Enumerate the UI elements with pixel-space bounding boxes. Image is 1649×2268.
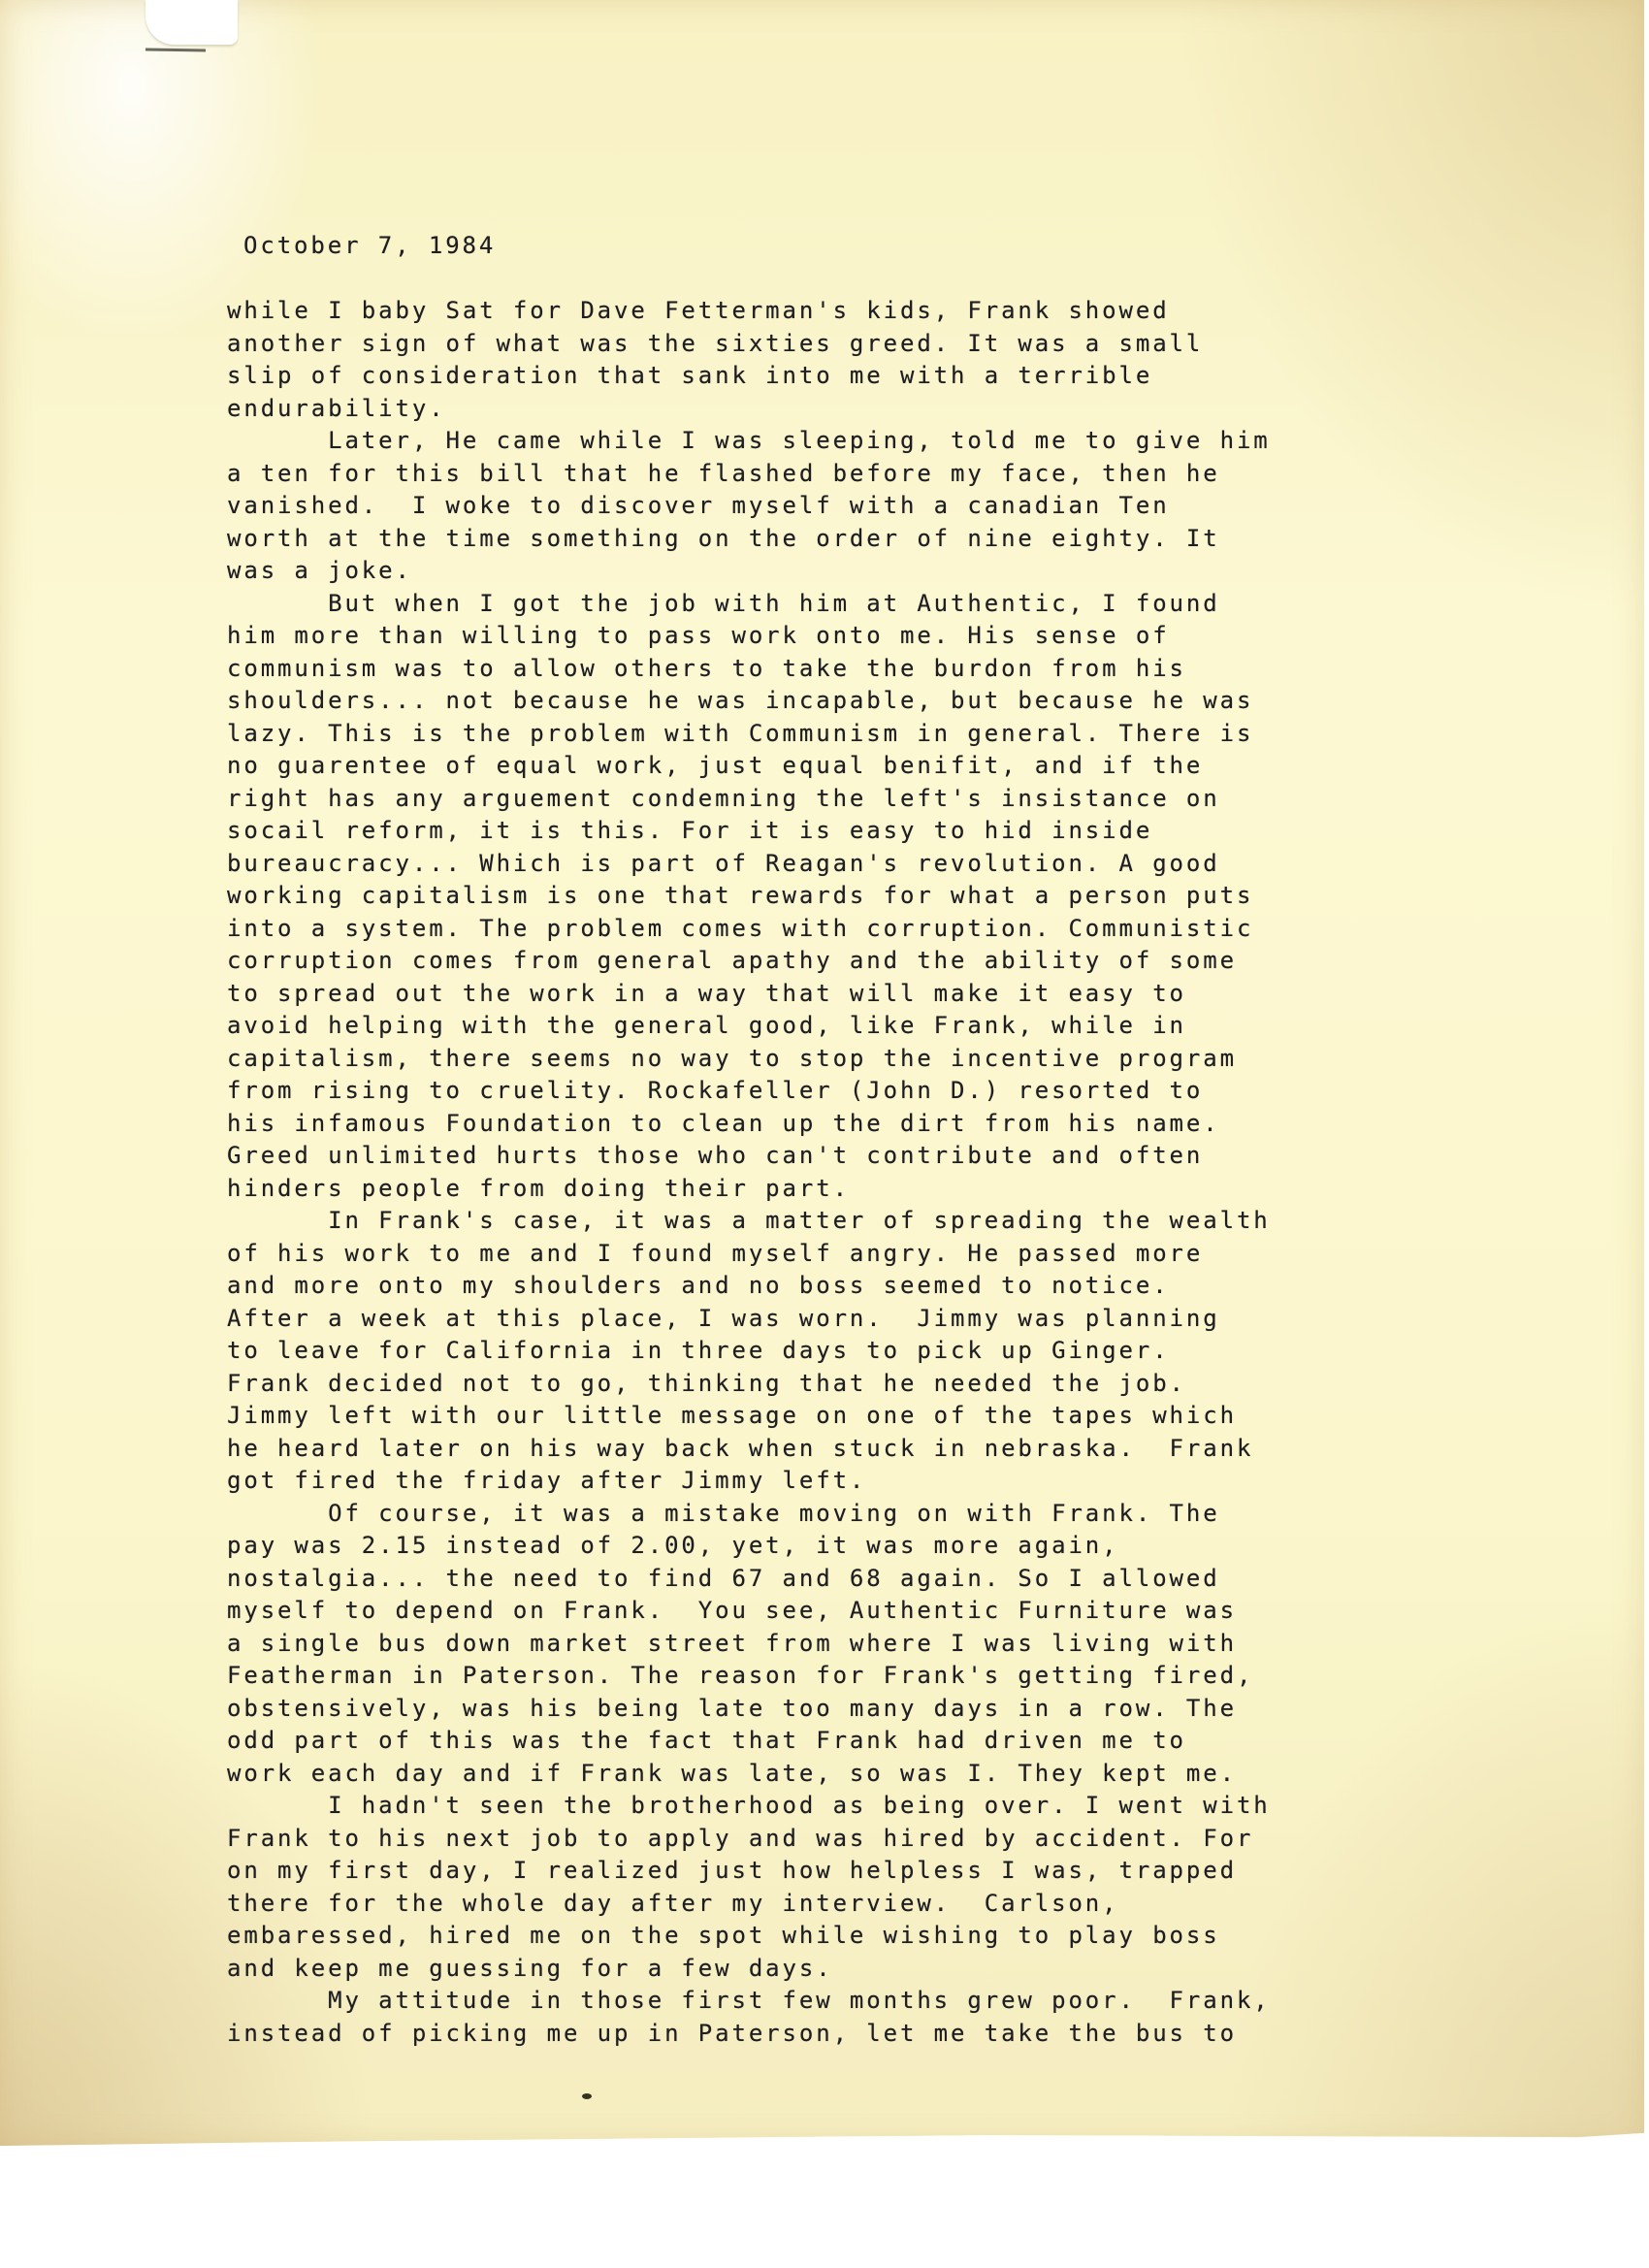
text-line: In Frank's case, it was a matter of spreading the wealth <box>227 1207 1271 1234</box>
text-line: hinders people from doing their part. <box>227 1174 850 1202</box>
text-line: him more than willing to pass work onto me. His sense of <box>227 622 1170 649</box>
text-line: and keep me guessing for a few days. <box>227 1954 833 1982</box>
text-line: and more onto my shoulders and no boss seemed to notice. <box>227 1272 1170 1299</box>
date-line: October 7, 1984 <box>243 232 497 259</box>
text-line: socail reform, it is this. For it is easy to hid inside <box>227 817 1153 844</box>
text-line: another sign of what was the sixties greed. It was a small <box>227 329 1204 357</box>
text-line: got fired the friday after Jimmy left. <box>227 1467 867 1494</box>
text-line: obstensively, was his being late too many days in a row. The <box>227 1694 1237 1722</box>
text-line: of his work to me and I found myself angry. He passed more <box>227 1239 1204 1267</box>
text-line: on my first day, I realized just how helpless I was, trapped <box>227 1857 1237 1884</box>
text-line: right has any arguement condemning the left's insistance on <box>227 784 1220 812</box>
text-line: Featherman in Paterson. The reason for Frank's getting fired, <box>227 1662 1254 1689</box>
text-line: a single bus down market street from where I was living with <box>227 1629 1237 1657</box>
text-line: no guarentee of equal work, just equal benifit, and if the <box>227 752 1204 779</box>
text-line: lazy. This is the problem with Communism in general. There is <box>227 719 1254 747</box>
text-line: communism was to allow others to take the burdon from his <box>227 654 1186 682</box>
text-line: shoulders... not because he was incapable, but because he was <box>227 687 1254 714</box>
text-line: pay was 2.15 instead of 2.00, yet, it was more again, <box>227 1532 1119 1559</box>
text-line: Jimmy left with our little message on one of the tapes which <box>227 1402 1237 1429</box>
text-line: work each day and if Frank was late, so was I. They kept me. <box>227 1759 1237 1787</box>
text-line: I hadn't seen the brotherhood as being over. I went with <box>227 1792 1271 1819</box>
text-line: Frank decided not to go, thinking that he needed the job. <box>227 1369 1186 1397</box>
ink-dot <box>582 2093 592 2099</box>
text-line: there for the whole day after my interview. Carlson, <box>227 1889 1119 1917</box>
text-line: corruption comes from general apathy and the ability of some <box>227 947 1237 974</box>
text-line: worth at the time something on the order of nine eighty. It <box>227 524 1220 552</box>
text-line: Greed unlimited hurts those who can't contribute and often <box>227 1142 1204 1169</box>
text-line: was a joke. <box>227 557 412 584</box>
text-line: myself to depend on Frank. You see, Authentic Furniture was <box>227 1597 1237 1624</box>
torn-corner <box>146 0 238 45</box>
text-line: Later, He came while I was sleeping, told me to give him <box>227 427 1271 454</box>
text-line: he heard later on his way back when stuck in nebraska. Frank <box>227 1434 1254 1462</box>
text-line: his infamous Foundation to clean up the dirt from his name. <box>227 1109 1220 1137</box>
text-line: from rising to cruelity. Rockafeller (John D.) resorted to <box>227 1077 1204 1104</box>
text-line: avoid helping with the general good, like Frank, while in <box>227 1012 1186 1039</box>
typewritten-text <box>227 165 1435 2050</box>
text-line: But when I got the job with him at Authentic, I found <box>227 589 1220 617</box>
text-line: a ten for this bill that he flashed before my face, then he <box>227 459 1220 487</box>
text-line: embaressed, hired me on the spot while wishing to play boss <box>227 1922 1220 1949</box>
text-line: slip of consideration that sank into me with a terrible <box>227 362 1153 389</box>
text-line: to leave for California in three days to pick up Ginger. <box>227 1337 1170 1364</box>
text-line: odd part of this was the fact that Frank had driven me to <box>227 1727 1186 1754</box>
text-line: After a week at this place, I was worn. Jimmy was planning <box>227 1304 1220 1332</box>
text-line: Of course, it was a mistake moving on with Frank. The <box>227 1499 1220 1527</box>
text-line: vanished. I woke to discover myself with a canadian Ten <box>227 492 1170 519</box>
text-line: bureaucracy... Which is part of Reagan's revolution. A good <box>227 849 1220 877</box>
text-line: into a system. The problem comes with corruption. Communistic <box>227 914 1254 942</box>
text-line: to spread out the work in a way that will make it easy to <box>227 979 1186 1007</box>
text-line: My attitude in those first few months grew poor. Frank, <box>227 1987 1271 2014</box>
text-line: endurability. <box>227 394 446 422</box>
text-line: capitalism, there seems no way to stop the incentive program <box>227 1044 1237 1072</box>
text-line: while I baby Sat for Dave Fetterman's kids, Frank showed <box>227 297 1170 324</box>
text-line: Frank to his next job to apply and was hired by accident. For <box>227 1824 1254 1852</box>
text-line: working capitalism is one that rewards for what a person puts <box>227 882 1254 909</box>
text-line: nostalgia... the need to find 67 and 68 again. So I allowed <box>227 1564 1220 1592</box>
text-line: instead of picking me up in Paterson, let me take the bus to <box>227 2019 1237 2047</box>
